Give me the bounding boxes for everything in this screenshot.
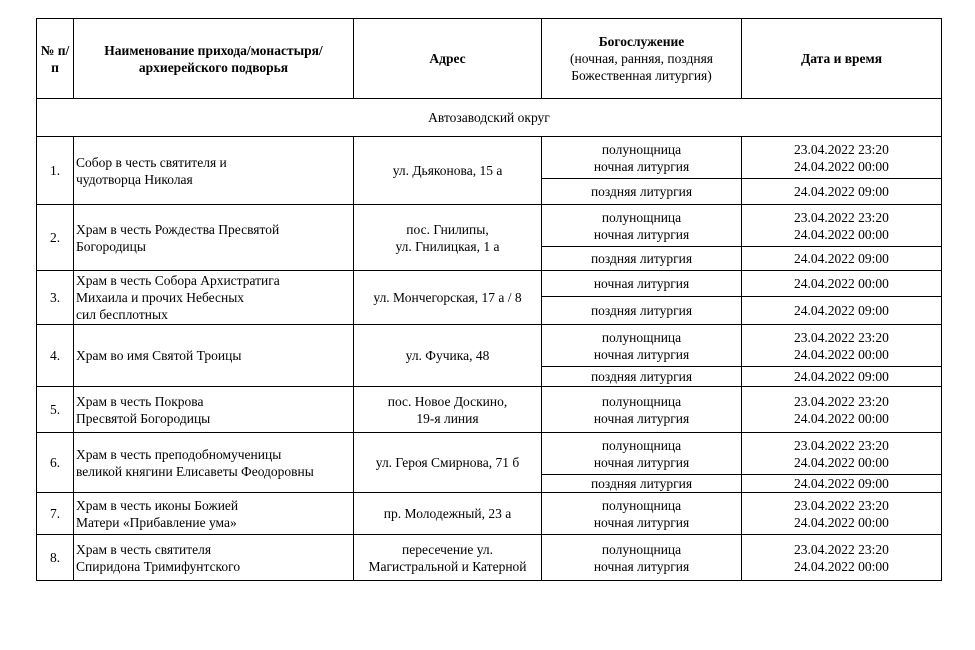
datetime-cell [742,535,942,581]
parish-address [354,493,542,535]
table-row [37,493,942,535]
service-name: полунощница [601,209,682,225]
parish-name-line: сил бесплотных [76,307,168,322]
datetime-cell [742,137,942,179]
header-service [542,19,742,99]
row-number: 7. [37,493,74,535]
datetime-cell [742,433,942,475]
address-line: ул. Дьяконова, 15 а [392,163,503,178]
datetime-cell [742,387,942,433]
service-datetime: 24.04.2022 00:00 [794,410,889,426]
header-name-line2: архиерейского подворья [138,59,289,75]
service-datetime: 24.04.2022 09:00 [794,369,889,384]
service-datetime: 24.04.2022 00:00 [794,276,889,291]
service-name: полунощница [601,541,682,557]
datetime-cell [742,475,942,493]
row-number: 3. [37,271,74,325]
service-name: ночная литургия [593,514,690,530]
row-number: 8. [37,535,74,581]
service-name: ночная литургия [593,226,690,242]
parish-name-line: Спиридона Тримифунтского [76,558,241,574]
service-name: ночная литургия [593,558,690,574]
service-cell [542,297,742,325]
service-cell [542,535,742,581]
service-cell [542,367,742,387]
datetime-cell [742,493,942,535]
service-cell [542,475,742,493]
parish-name-line: Собор в честь святителя и [76,154,227,170]
table-row [37,137,942,179]
service-cell [542,387,742,433]
address-line: ул. Гнилицкая, 1 а [395,238,500,254]
header-name-line1: Наименование прихода/монастыря/ [104,42,323,58]
service-name: поздняя литургия [590,251,693,266]
service-name: ночная литургия [593,454,690,470]
row-number: 4. [37,325,74,387]
header-service-sub1: (ночная, ранняя, поздняя [569,51,714,66]
service-name: поздняя литургия [590,303,693,318]
datetime-cell [742,367,942,387]
service-name: ночная литургия [593,346,690,362]
parish-name [74,205,354,271]
table-row [37,205,942,247]
service-name: полунощница [601,497,682,513]
parish-name [74,433,354,493]
parish-name-line: Храм в честь Собора Архистратига [76,273,280,288]
parish-address [354,325,542,387]
row-number: 5. [37,387,74,433]
address-line: 19-я линия [416,410,479,426]
parish-name-line: Храм в честь святителя [76,541,212,557]
service-datetime: 24.04.2022 09:00 [794,476,889,491]
service-datetime: 23.04.2022 23:20 [794,497,889,513]
datetime-cell [742,205,942,247]
row-number: 2. [37,205,74,271]
service-datetime: 23.04.2022 23:20 [794,541,889,557]
district-row [37,99,942,137]
service-datetime: 24.04.2022 00:00 [794,454,889,470]
parish-name-line: Храм в честь Рождества Пресвятой [76,221,280,237]
parish-address [354,205,542,271]
parish-name-line: Храм во имя Святой Троицы [76,348,242,363]
service-datetime: 24.04.2022 09:00 [794,184,889,199]
header-datetime: Дата и время [742,19,942,99]
parish-name [74,137,354,205]
service-name: полунощница [601,393,682,409]
service-cell [542,271,742,297]
table-row [37,325,942,367]
parish-name [74,325,354,387]
service-name: полунощница [601,329,682,345]
datetime-cell [742,297,942,325]
table-row [37,535,942,581]
parish-name [74,387,354,433]
parish-name-line: Матери «Прибавление ума» [76,514,237,530]
parish-address [354,535,542,581]
service-datetime: 24.04.2022 00:00 [794,158,889,174]
address-line: Магистральной и Катерной [368,558,527,574]
service-name: полунощница [601,141,682,157]
parish-name-line: Храм в честь иконы Божией [76,497,239,513]
service-cell [542,179,742,205]
service-datetime: 23.04.2022 23:20 [794,393,889,409]
service-name: ночная литургия [593,276,690,291]
table-row [37,387,942,433]
header-service-title: Богослужение [598,34,685,49]
service-datetime: 23.04.2022 23:20 [794,141,889,157]
service-cell [542,137,742,179]
service-name: полунощница [601,437,682,453]
header-service-sub2: Божественная литургия) [571,68,712,83]
address-line: пос. Новое Доскино, [387,393,508,409]
service-datetime: 23.04.2022 23:20 [794,329,889,345]
service-datetime: 24.04.2022 00:00 [794,226,889,242]
service-datetime: 24.04.2022 00:00 [794,558,889,574]
parish-name-line: Пресвятой Богородицы [76,410,211,426]
datetime-cell [742,179,942,205]
parish-name [74,271,354,325]
service-name: поздняя литургия [590,184,693,199]
service-datetime: 23.04.2022 23:20 [794,437,889,453]
parish-name-line: Михаила и прочих Небесных [76,290,245,305]
header-num: № п/п [37,19,74,99]
service-cell [542,205,742,247]
service-datetime: 23.04.2022 23:20 [794,209,889,225]
service-name: поздняя литургия [590,476,693,491]
header-name [74,19,354,99]
parish-address [354,387,542,433]
datetime-cell [742,325,942,367]
parish-name [74,493,354,535]
parish-address [354,433,542,493]
service-datetime: 24.04.2022 09:00 [794,251,889,266]
table-row [37,271,942,297]
service-cell [542,493,742,535]
service-cell [542,247,742,271]
header-row [37,19,942,99]
service-datetime: 24.04.2022 00:00 [794,514,889,530]
parish-name-line: Богородицы [76,238,146,254]
service-cell [542,325,742,367]
parish-name-line: великой княгини Елисаветы Феодоровны [76,463,314,479]
address-line: ул. Героя Смирнова, 71 б [375,455,520,470]
address-line: ул. Мончегорская, 17 а / 8 [373,290,522,305]
district-label: Автозаводский округ [37,99,942,137]
address-line: пересечение ул. [402,541,493,557]
address-line: пр. Молодежный, 23 а [383,506,512,521]
datetime-cell [742,271,942,297]
parish-address [354,271,542,325]
service-datetime: 24.04.2022 09:00 [794,303,889,318]
parish-name-line: чудотворца Николая [76,171,193,187]
parish-address [354,137,542,205]
service-name: ночная литургия [593,410,690,426]
table-row [37,433,942,475]
address-line: пос. Гнилипы, [406,221,489,237]
parish-name-line: Храм в честь преподобномученицы [76,446,282,462]
row-number: 1. [37,137,74,205]
row-number: 6. [37,433,74,493]
document-page [36,18,941,581]
datetime-cell [742,247,942,271]
service-cell [542,433,742,475]
schedule-table [36,18,942,581]
service-name: ночная литургия [593,158,690,174]
service-datetime: 24.04.2022 00:00 [794,346,889,362]
parish-name [74,535,354,581]
header-address: Адрес [354,19,542,99]
parish-name-line: Храм в честь Покрова [76,393,204,409]
address-line: ул. Фучика, 48 [405,348,490,363]
service-name: поздняя литургия [590,369,693,384]
